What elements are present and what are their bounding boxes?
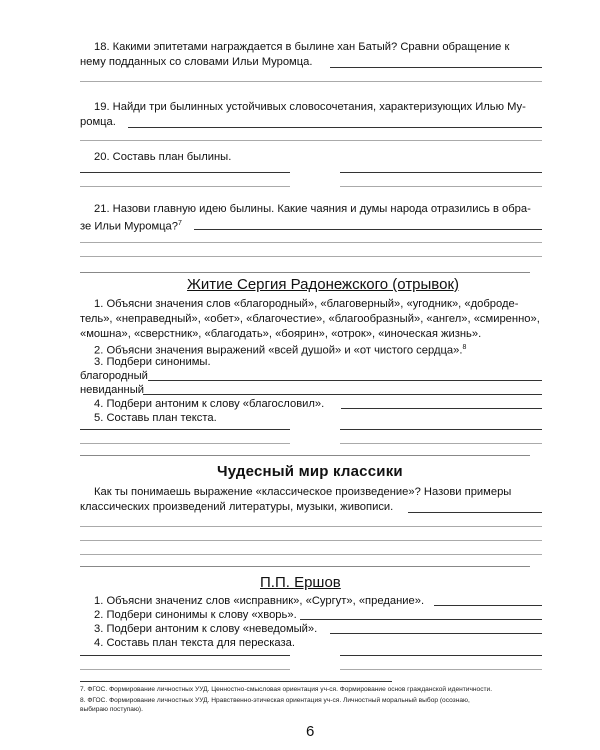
plan-line[interactable]: [80, 172, 290, 173]
q19-text-line2: ромца.: [80, 116, 116, 128]
answer-line[interactable]: [80, 554, 542, 555]
section-title-classics: Чудесный мир классики: [217, 463, 403, 480]
plan-line[interactable]: [80, 669, 290, 670]
s1-task1-line2: тель», «неправедный», «обет», «благочестие», «благообразный», «ангел», «смиренно»,: [80, 313, 540, 325]
plan-line[interactable]: [340, 186, 542, 187]
s2-question-line2: классических произведений литературы, музыки, живописи.: [80, 501, 394, 513]
synonym-answer-line[interactable]: [143, 394, 542, 395]
s1-task1-line1: 1. Объясни значения слов «благородный», «благоверный», «угодник», «добродe-: [94, 298, 519, 310]
s3-task2: 2. Подбери синонимы к слову «хворь».: [94, 609, 297, 621]
answer-line[interactable]: [194, 229, 542, 230]
footnote-ref-7: 7: [178, 220, 182, 227]
s2-question-line1: Как ты понимаешь выражение «классическое произведение»? Назови примеры: [94, 486, 512, 498]
answer-line[interactable]: [80, 242, 542, 243]
synonym-answer-line[interactable]: [148, 380, 542, 381]
section-divider: [80, 455, 530, 456]
footnote-separator: [80, 681, 392, 682]
s1-task3: 3. Подбери синонимы.: [94, 356, 211, 368]
plan-line[interactable]: [340, 655, 542, 656]
answer-line[interactable]: [80, 540, 542, 541]
q21-text-line2: зе Ильи Муромца?$^7$: [80, 220, 182, 233]
answer-line[interactable]: [80, 526, 542, 527]
synonym-word-2: невиданный: [80, 384, 144, 396]
footnote-8-line1: 8. ФГОС. Формирование личностных УУД. Нравственно-этическая ориентация уч-ся. Личностный моральный выбор (осознаю,: [80, 697, 470, 704]
s1-task5: 5. Составь план текста.: [94, 412, 217, 424]
q18-text-line1: 18. Какими эпитетами награждается в былине хан Батый? Сравни обращение к: [94, 41, 510, 53]
s3-task4: 4. Составь план текста для пересказа.: [94, 637, 295, 649]
synonym-word-1: благородный: [80, 370, 148, 382]
plan-line[interactable]: [80, 443, 290, 444]
answer-line[interactable]: [330, 67, 542, 68]
answer-line[interactable]: [80, 256, 542, 257]
footnote-7: 7. ФГОС. Формирование личностных УУД. Ценностно-смысловая ориентация уч-ся. Формирование основ гражданской идентичности.: [80, 686, 493, 693]
q20-text: 20. Составь план былины.: [94, 151, 232, 163]
s1-task4: 4. Подбери антоним к слову «благословил».: [94, 398, 325, 410]
section-title-ershov: П.П. Ершов: [260, 574, 341, 591]
s3-task3: 3. Подбери антоним к слову «неведомый».: [94, 623, 318, 635]
plan-line[interactable]: [340, 669, 542, 670]
answer-line[interactable]: [408, 512, 542, 513]
plan-line[interactable]: [340, 429, 542, 430]
section-divider: [80, 272, 530, 273]
plan-line[interactable]: [80, 186, 290, 187]
plan-line[interactable]: [340, 172, 542, 173]
synonym-answer-line[interactable]: [300, 619, 542, 620]
answer-line[interactable]: [80, 81, 542, 82]
plan-line[interactable]: [340, 443, 542, 444]
footnote-ref-8: 8: [462, 344, 467, 351]
q18-text-line2: нему подданных со словами Ильи Муромца.: [80, 56, 313, 68]
q19-text-line1: 19. Найди три былинных устойчивых словосочетания, характеризующих Илью Му-: [94, 101, 526, 113]
q21-text-line1: 21. Назови главную идею былины. Какие чаяния и думы народа отразились в обра-: [94, 203, 531, 215]
antonym-answer-line[interactable]: [341, 408, 542, 409]
answer-line[interactable]: [80, 140, 542, 141]
answer-line[interactable]: [128, 127, 542, 128]
answer-line[interactable]: [434, 605, 542, 606]
s1-task1-line3: «мошна», «сверстник», «благодать», «боярин», «отрок», «иноческая жизнь».: [80, 328, 482, 340]
s1-task2: 2. Объясни значения выражений «всей душой» и «от чистого сердца».$^8$: [94, 344, 467, 357]
antonym-answer-line[interactable]: [330, 633, 542, 634]
plan-line[interactable]: [80, 655, 290, 656]
section-title-zhitie: Житие Сергия Радонежского (отрывок): [187, 276, 460, 293]
section-divider: [80, 566, 530, 567]
plan-line[interactable]: [80, 429, 290, 430]
page-number: 6: [306, 723, 315, 740]
s3-task1: 1. Объясни значениz слов «исправник», «Сургут», «предание».: [94, 595, 425, 607]
footnote-8-line2: выбираю поступаю).: [80, 706, 143, 713]
